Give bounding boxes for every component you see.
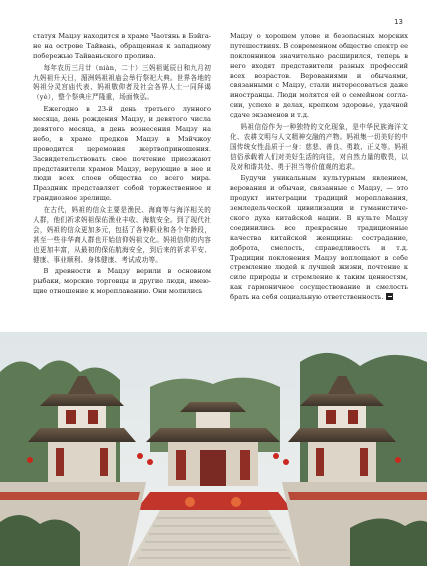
paragraph: Ежегодно в 23-й день третьего лунного месяца, день рождения Мацзу, и девятого числа девятого месяца, в день вознесения Мацзу на небо, в храме предков Мацзу в Мэйчжоу проводится церемония жертвоприношения. Засвидетельствовать свое почтение приезжают представители храмов Мацзу, верующие в нее и люди всех слоев общества со всего мира. Праздник представляет собой торжественное и грандиозное зрелище. [33,105,211,203]
paragraph: В древности в Мацзу верили в основном рыбаки, морские торговцы и другие люди, имею-щие отношение к мореплаванию. Они молились [33,267,211,296]
page-number: 13 [394,18,403,26]
paragraph-chinese: 每年农历三月廿（niàn，二十）三妈祖诞辰日和九月初九妈祖升天日，湄洲妈祖祖庙会举行祭祀大典。世界各地的妈祖分灵宫庙代表、妈祖敬仰者及社会各界人士一同拜谒（yè），整个祭典庄严隆重，场面恢弘。 [33,63,211,102]
temple-photo [0,332,427,566]
paragraph: Мацзу о хорошем улове и безопасных морских путешествиях. В современном обществе спектр ее поклонников значительно расширился, теперь в него входят представители разных профессий всех возрастов. Верованиями и обычаями, связанными с Мацзу, стали интересоваться даже иностранцы. Люди молятся ей о семейном согла-сии, успехе в делах, крепком здоровье, удачной сдаче экзаменов и т.д. [230,32,408,120]
paragraph-last [230,174,408,303]
right-text-column [230,32,408,305]
paragraph: статуя Мацзу находится в храме Чаотянь в Бэйга-не на острове Тайвань, обращенная к западному побережью Тайваньского пролива. [33,32,211,60]
paragraph-chinese: 妈祖信俗作为一种独特的文化现象，是中华民族海洋文化、农耕文明与人文精神交融的产物。妈祖集一切美好的中国传统女性品质于一身：慈悲、善良、勇敢、正义等。妈祖信俗承载着人们对美好生活的向往，对自然力量的敬畏，以及对和谐共处、勇于担当等价值观的追求。 [230,123,408,171]
paragraph-text: Будучи уникальным культурным явлением, верования и обычаи, связанные с Мацзу, — это продукт интеграции традиций мореплавания, земледельческой цивилизации и гуманистиче-ского духа китайской нации. В культе Мацзу соединились все прекрасные традиционные качества китайской женщины: сострадание, доброта, смелость, справедливость и т.д. Традиции поклонения Мацзу воплощают в себе стремление людей к лучшей жизни, почтение к силе природы и стремление к таким ценностям, как гармоничное сосуществование и смелость брать на себя социальную ответственность. [230,174,408,302]
end-of-article-icon [386,293,393,300]
left-text-column [33,32,211,299]
paragraph-chinese: 在古代，妈祖的信众主要是渔民、海商等与海洋相关的人群，他们祈求妈祖保佑渔业丰收、海航安全。到了现代社会，妈祖的信众更加多元，包括了各种职业和各个年龄段，甚至一些非华裔人群也开始信仰妈祖文化。妈祖信仰的内容也更加丰富，从最初的保佑航海安全，到后来的祈求平安、健康、事业顺利、身体健康、考试成功等。 [33,206,211,264]
